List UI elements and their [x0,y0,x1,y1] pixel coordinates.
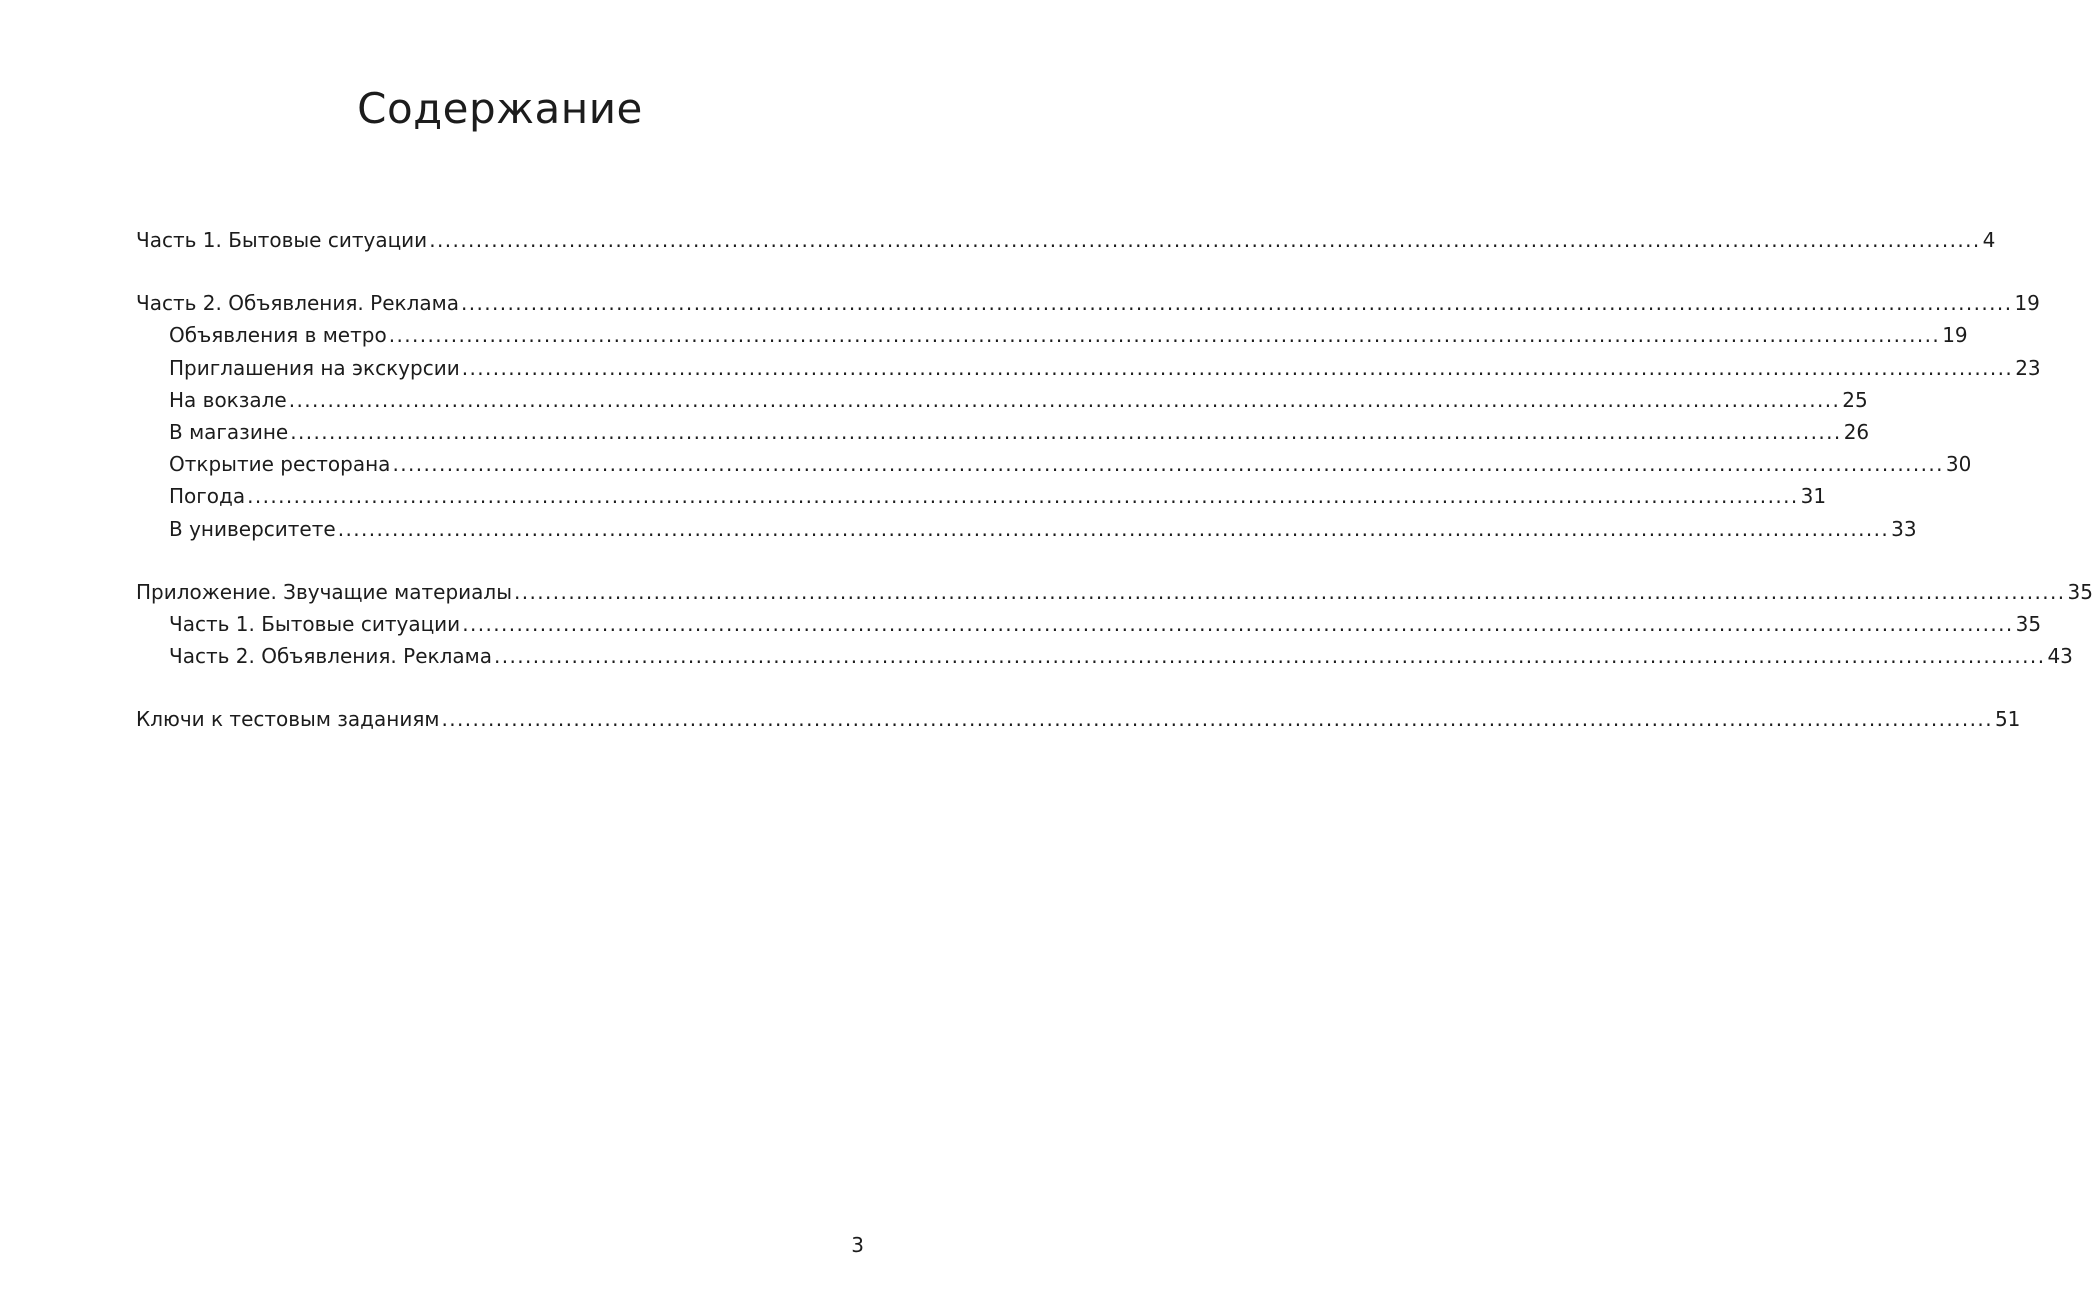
toc-entry-page: 43 [2047,644,2073,669]
toc-entry[interactable] [136,224,1996,256]
toc-leader-dots: ........................................................................................................................................................................................................ [514,579,2066,604]
toc-entry[interactable] [136,703,2021,735]
toc-entry-label: Погода [169,484,246,509]
toc-entry-label: Объявления в метро [169,323,387,348]
toc-leader-dots: ........................................................................................................................................................................................................ [337,516,1890,541]
toc-section [136,703,2021,735]
toc-entry-page: 4 [1982,228,1996,252]
toc-entry-page: 31 [1800,484,1827,509]
toc-leader-dots: ........................................................................................................................................................................................................ [462,611,2014,636]
toc-subentry[interactable] [136,513,1917,545]
toc-leader-dots: ........................................................................................................................................................................................................ [493,644,2046,669]
toc-leader-dots: ........................................................................................................................................................................................................ [392,452,1944,477]
toc-leader-dots: ........................................................................................................................................................................................................ [461,355,2014,380]
toc-section [136,576,2093,673]
toc-subentry[interactable] [136,480,1827,512]
toc-section [136,287,2041,545]
toc-entry-label: Открытие ресторана [169,452,391,477]
page-number: 3 [851,1233,864,1257]
toc-entry-label: Ключи к тестовым заданиям [136,707,440,732]
toc-leader-dots: ........................................................................................................................................................................................................ [288,387,1841,412]
toc-leader-dots: ........................................................................................................................................................................................................ [460,291,2013,316]
toc-leader-dots: ........................................................................................................................................................................................................ [429,228,1981,252]
toc-subentry[interactable] [136,416,1870,448]
toc-subentry[interactable] [136,608,2042,640]
toc-leader-dots: ........................................................................................................................................................................................................ [290,419,1842,444]
toc-entry-page: 35 [2067,579,2093,604]
toc-entry-page: 19 [1942,323,1968,348]
toc-entry-label: Часть 1. Бытовые ситуации [136,228,428,252]
toc-entry-page: 51 [1994,707,2021,732]
toc-entry-label: На вокзале [169,387,287,412]
toc-entry-label: Приложение. Звучащие материалы [136,579,513,604]
toc-subentry[interactable] [136,384,1868,416]
toc-entry-label: Часть 2. Объявления. Реклама [136,291,459,316]
toc-entry-page: 23 [2015,355,2041,380]
toc-entry[interactable] [136,287,2040,319]
toc-subentry[interactable] [136,640,2073,672]
toc-entry-page: 26 [1843,419,1870,444]
toc-entry-page: 25 [1842,387,1868,412]
toc-entry-label: Часть 2. Объявления. Реклама [169,644,492,669]
toc-subentry[interactable] [136,319,1968,351]
toc-entry[interactable] [136,576,2093,608]
toc-entry-label: Приглашения на экскурсии [169,355,460,380]
toc-subentry[interactable] [136,352,2041,384]
toc-leader-dots: ........................................................................................................................................................................................................ [247,484,1799,509]
toc-entry-label: В университете [169,516,336,541]
toc-entry-page: 30 [1945,452,1972,477]
toc-entry-page: 35 [2015,611,2042,636]
toc-entry-page: 19 [2014,291,2040,316]
toc-section [136,224,1996,256]
toc-leader-dots: ........................................................................................................................................................................................................ [441,707,1993,732]
toc-subentry[interactable] [136,448,1972,480]
toc-entry-label: Часть 1. Бытовые ситуации [169,611,461,636]
toc-leader-dots: ........................................................................................................................................................................................................ [388,323,1941,348]
page-title: Содержание [357,84,643,133]
table-of-contents [136,224,2093,766]
toc-entry-page: 33 [1891,516,1917,541]
toc-entry-label: В магазине [169,419,289,444]
